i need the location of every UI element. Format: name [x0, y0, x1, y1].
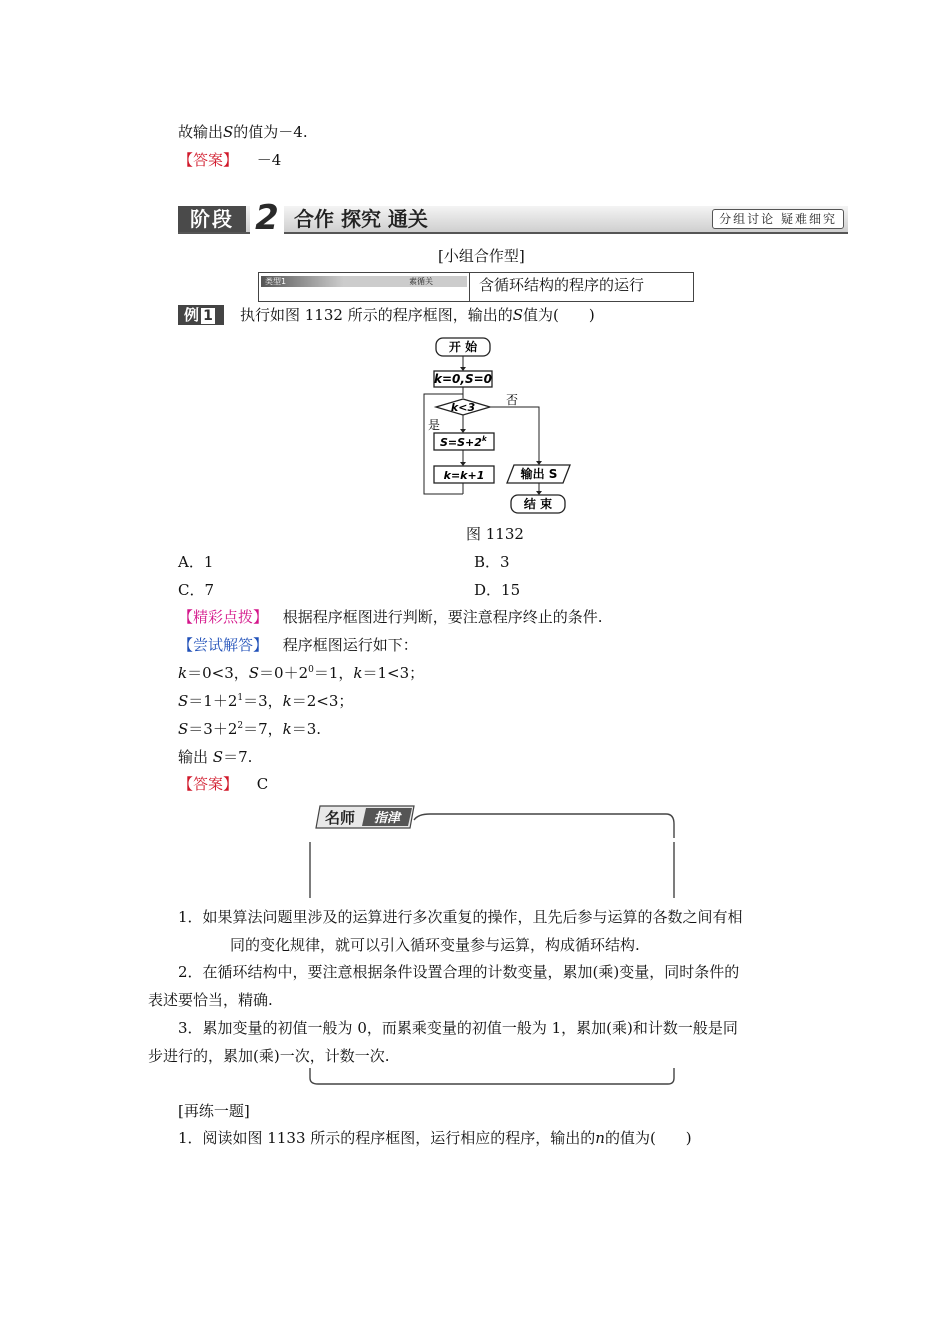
tip-point-1a: 1．如果算法问题里涉及的运算进行多次重复的操作，且先后参与运算的各数之间有相	[178, 908, 743, 926]
previous-answer: 【答案】 －4	[178, 151, 282, 169]
solution-label: 【尝试解答】	[178, 636, 269, 654]
type-label: 类型1	[265, 277, 287, 286]
tip-title-b: 指津	[373, 811, 401, 826]
tip-point-3b: 步进行的，累加(乘)一次，计数一次.	[148, 1047, 390, 1065]
example-question: 执行如图 1132 所示的程序框图，输出的S值为( )	[240, 306, 595, 324]
condition-text: k<3	[450, 401, 476, 414]
start-text: 开 始	[448, 340, 478, 354]
solution-step-2: $S=1+2^1=3$，k＝2<3；	[178, 692, 354, 710]
option-a: A．1	[178, 553, 214, 571]
solution-line: 【尝试解答】 程序框图运行如下：	[178, 636, 418, 654]
init-text: k=0,S=0	[434, 372, 492, 386]
increment-text: k=k+1	[443, 469, 485, 482]
answer-label: 【答案】	[178, 775, 239, 793]
program-flowchart	[410, 334, 580, 516]
type-tag: 素循关	[409, 277, 433, 286]
group-type-heading: [小组合作型]	[438, 247, 525, 265]
stage-tag: 分组讨论 疑难细究	[712, 209, 844, 229]
stage-number: 2	[250, 200, 284, 236]
practice-label: [再练一题]	[178, 1102, 250, 1120]
tip-title-a: 名师	[324, 809, 356, 827]
hint-label: 【精彩点拨】	[178, 608, 269, 626]
stage-banner	[178, 198, 848, 238]
type-box	[258, 272, 694, 302]
output-text: 输出 S	[520, 467, 558, 481]
stage-title: 合作 探究 通关	[294, 207, 428, 231]
tip-point-2b: 表述要恰当，精确.	[148, 991, 273, 1009]
update-text: $S=S+2^k$	[440, 435, 487, 449]
practice-question: 1．阅读如图 1133 所示的程序框图，运行相应的程序，输出的n的值为( )	[178, 1129, 692, 1147]
tip-point-1b: 同的变化规律，就可以引入循环变量参与运算，构成循环结构.	[230, 936, 640, 954]
solution-output: 输出 S＝7.	[178, 748, 253, 766]
option-d: D．15	[474, 581, 521, 599]
example-badge: 例 1	[178, 305, 224, 325]
solution-step-3: $S=3+2^2=7$，k＝3.	[178, 720, 322, 738]
no-label: 否	[506, 393, 519, 407]
answer-line: 【答案】 C	[178, 775, 269, 793]
option-c: C．7	[178, 581, 215, 599]
option-b: B．3	[474, 553, 510, 571]
end-text: 结 束	[523, 497, 553, 511]
hint-line: 【精彩点拨】 根据程序框图进行判断，要注意程序终止的条件.	[178, 608, 603, 626]
type-title: 含循环结构的程序的运行	[479, 276, 645, 294]
yes-label: 是	[428, 418, 441, 432]
tip-point-2a: 2．在循环结构中，要注意根据条件设置合理的计数变量，累加(乘)变量，同时条件的	[178, 963, 740, 981]
stage-label: 阶段	[178, 206, 246, 232]
tip-point-3a: 3．累加变量的初值一般为 0，而累乘变量的初值一般为 1，累加(乘)和计数一般是同	[178, 1019, 738, 1037]
answer-label: 【答案】	[178, 151, 239, 169]
previous-output-line: 故输出S的值为－4.	[178, 123, 308, 141]
solution-step-1: k＝0<3，$S=0+2^0=1$，k＝1<3；	[178, 664, 425, 682]
figure-caption: 图 1132	[466, 525, 524, 543]
